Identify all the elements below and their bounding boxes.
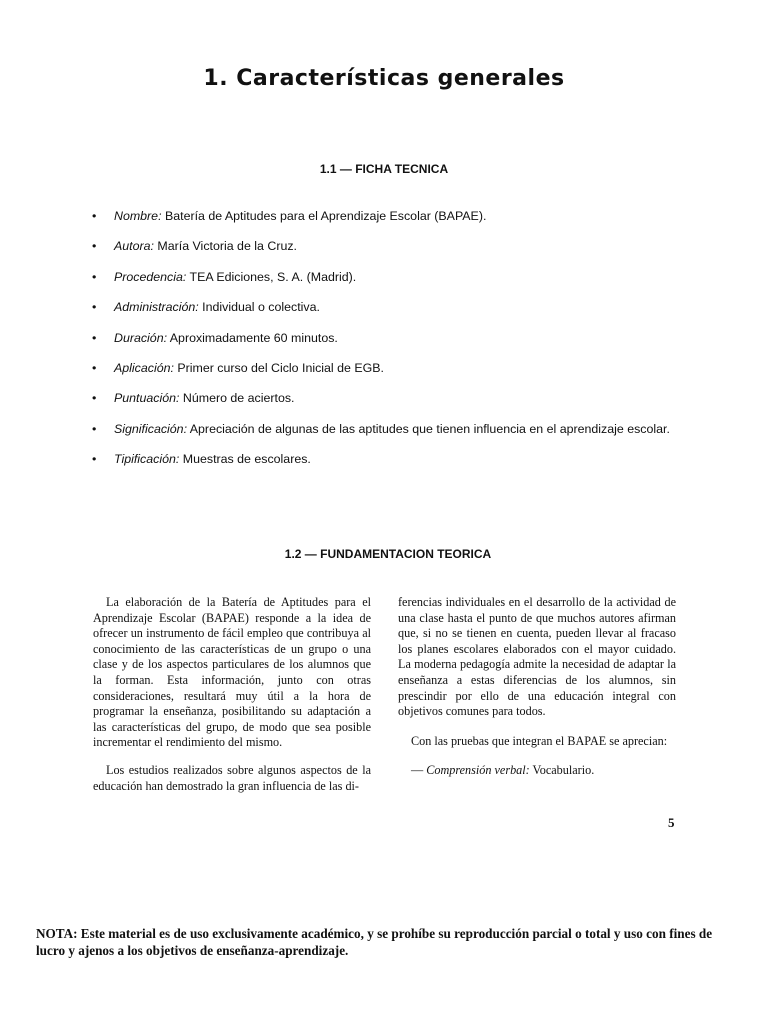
bullet: • [92,421,97,436]
text-column-right [398,595,676,779]
ficha-item-value: María Victoria de la Cruz. [157,239,297,254]
ficha-item-label: Significación: [114,421,188,436]
ficha-item-label: Duración: [114,330,168,345]
page-number: 5 [668,815,675,830]
ficha-item [92,451,712,481]
bullet: • [92,330,97,345]
bullet: • [92,360,97,375]
ficha-item [92,330,712,360]
ficha-item [92,238,712,268]
ficha-item-label: Tipificación: [114,452,180,467]
paragraph: Los estudios realizados sobre algunos aspectos de la educación han demostrado la gran influencia de las di- [93,762,371,793]
ficha-item-value: Primer curso del Ciclo Inicial de EGB. [177,360,384,375]
ficha-item [92,360,712,390]
bullet: • [92,300,97,315]
dash: — [411,763,424,778]
ficha-item-label: Puntuación: [114,391,180,406]
bullet: • [92,269,97,284]
bullet: • [92,239,97,254]
section-heading-fundamentacion-teorica: 1.2 — FUNDAMENTACION TEORICA [284,547,492,561]
page-title: 1. Características generales [203,66,565,91]
ficha-item-value: Número de aciertos. [182,391,295,406]
footer-note: NOTA: Este material es de uso exclusivamente académico, y se prohíbe su reproducción parcial o total y uso con fines de lucro y ajenos a los objetivos de enseñanza-aprendizaje. [36,926,713,958]
ficha-item-label: Autora: [114,239,154,254]
ficha-item [92,208,712,238]
paragraph: La elaboración de la Batería de Aptitudes para el Aprendizaje Escolar (BAPAE) responde a la idea de ofrecer un instrumento de fácil empleo que contribuya al conocimiento de las características de un grupo o una clase y de los aspectos particulares de los alumnos que la forman. Esta información, junto con otras consideraciones, resultará muy útil a la hora de programar la enseñanza, posibilitando su adaptación a las características del grupo, de modo que sea posible incrementar el rendimiento del mismo. [93,595,371,750]
paragraph: Con las pruebas que integran el BAPAE se aprecian: [411,733,668,748]
bullet: • [92,391,97,406]
item-label: Comprensión verbal: [426,763,530,778]
text-column-left [93,595,371,794]
ficha-item-label: Nombre: [114,209,162,223]
list-item-comprension-verbal [398,763,676,779]
ficha-item [92,390,712,420]
ficha-item-value: Muestras de escolares. [182,452,311,467]
paragraph: ferencias individuales en el desarrollo de la actividad de una clase hasta el punto de que muchos autores afirman que, si no se tienen en cuenta, pueden llevar al fracaso los planes escolares elaborados con el mayor cuidado. La moderna pedagogía admite la necesidad de adaptar la enseñanza a estas diferencias de los alumnos, sin prescindir por ello de una educación integral con objetivos comunes para todos. [398,595,676,719]
ficha-item-label: Administración: [114,300,199,315]
bullet: • [92,209,97,223]
section-heading-ficha-tecnica: 1.1 — FICHA TECNICA [319,162,449,176]
ficha-item [92,421,712,451]
ficha-item [92,269,712,299]
ficha-item-label: Procedencia: [114,269,187,284]
item-value: Vocabulario. [532,763,595,778]
ficha-item-value: Apreciación de algunas de las aptitudes que tienen influencia en el aprendizaje escolar. [189,421,670,436]
ficha-item-value: TEA Ediciones, S. A. (Madrid). [189,269,357,284]
ficha-item-value: Aproximadamente 60 minutos. [169,330,338,345]
ficha-item-value: Individual o colectiva. [202,300,320,315]
bullet: • [92,452,97,467]
ficha-tecnica-list [92,208,712,482]
ficha-item-label: Aplicación: [114,360,174,375]
ficha-item-value: Batería de Aptitudes para el Aprendizaje Escolar (BAPAE). [164,209,487,223]
ficha-item [92,299,712,329]
